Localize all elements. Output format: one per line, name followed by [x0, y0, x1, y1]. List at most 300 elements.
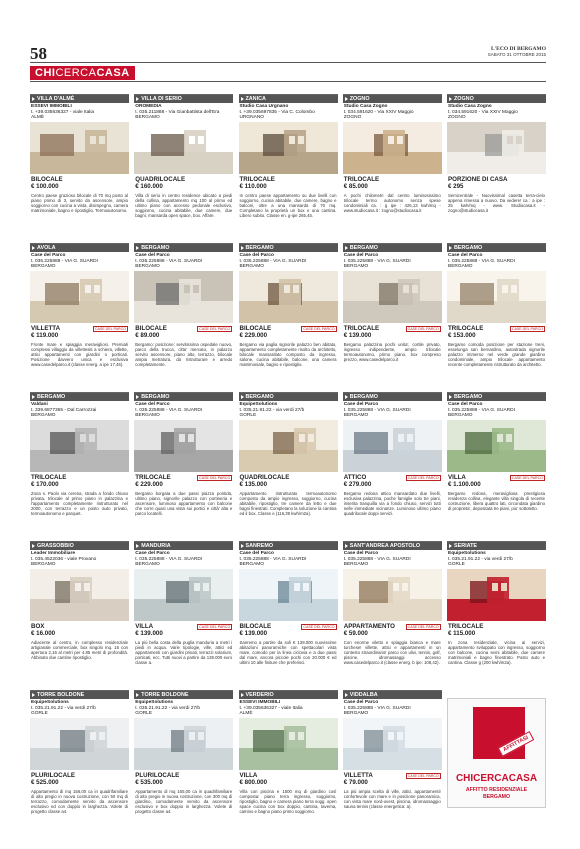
triangle-icon [136, 246, 139, 250]
property-type: TRILOCALE [239, 176, 275, 183]
property-photo[interactable] [447, 271, 546, 323]
agency-badge: CASE DEL PARCO [199, 625, 231, 629]
agency-contact: t. 034.591620 - Via XXIV Maggio [448, 109, 518, 115]
property-description: Villa con piscina e 1500 mq di giardino così composta: piano terra ingresso, soggiorno, ripostiglio, bagno e camera piano terra sogg. open space cucina con box doppio, cantina, taverna, camino e bagno piano primo soggiorno. [239, 789, 337, 815]
listing-card[interactable] [343, 243, 442, 388]
listing-card[interactable] [343, 94, 442, 239]
newspaper-name: L'ECO DI BERGAMO [490, 46, 546, 52]
property-type: QUADRILOCALE [135, 176, 186, 183]
property-type: TRILOCALE [31, 474, 67, 481]
agency-contact: t. 035.225888 - VIA G. SUARDI [135, 556, 203, 562]
agency-city: BERGAMO [239, 562, 265, 568]
agency-block [134, 550, 233, 569]
agency-city: BERGAMO [135, 264, 160, 270]
property-heading [239, 770, 338, 788]
property-description: A pochi chilometri dal centro luminosissimo trilocale termo autonomo senza spese condominiali ca. : g ipe : 426,13 kwh/mq - www.studiocasa.it : zogno@studiocasa.it [343, 193, 441, 214]
agency-badge: CASE DEL PARCO [511, 476, 543, 480]
agency-city: ZOGNO [448, 115, 466, 121]
property-photo[interactable] [239, 569, 338, 621]
zone-text: TORRE BOLDONE [37, 692, 85, 698]
agency-badge: CASE DEL PARCO [407, 327, 439, 331]
property-price: € 1.100.000 [448, 481, 481, 488]
triangle-icon [32, 544, 35, 548]
property-type: BILOCALE [239, 325, 272, 332]
property-type: PLURILOCALE [31, 772, 75, 779]
agency-name: EquipeSolutions [135, 700, 174, 705]
agency-city: BERGAMO [31, 264, 56, 270]
agency-city: BERGAMO [343, 413, 369, 419]
zone-label [343, 393, 442, 401]
zone-text: SANT'ANDREA APOSTOLO [349, 543, 421, 549]
zone-label [239, 393, 338, 401]
affittasi-sign: AFFITTASI [498, 731, 534, 757]
listing-card[interactable] [447, 541, 546, 686]
property-price: € 525.000 [31, 779, 59, 786]
property-photo[interactable] [343, 420, 442, 472]
property-photo[interactable] [239, 420, 338, 472]
zone-label [239, 95, 338, 103]
triangle-icon [241, 246, 244, 250]
property-type: VILLA [239, 772, 258, 779]
listing-card[interactable] [134, 243, 233, 388]
listing-card[interactable] [134, 690, 233, 835]
agency-block [239, 401, 338, 420]
property-type: APPARTAMENTO [343, 623, 395, 630]
property-heading [30, 770, 129, 788]
property-photo[interactable] [343, 122, 442, 174]
agency-city: BERGAMO [135, 115, 160, 121]
listing-card[interactable] [30, 541, 129, 686]
agency-contact: t. 035.225888 - VIA G. SUARDI [239, 258, 307, 264]
zone-text: BERGAMO [141, 394, 170, 400]
property-photo-art [343, 271, 442, 323]
agency-contact: t. +39.035697835 - Via C. Colombo [239, 109, 315, 115]
property-photo-art [447, 271, 546, 323]
property-heading [239, 323, 338, 341]
agency-block [30, 699, 129, 718]
property-description: Bergamo via paglia signorile palazzo ben abitato, appartamento completamente risolto da architetto, bilocale mansardato composto da ingresso, salone, cucina abitabile, balcone, una camera matrimoniale, bagno e ripostiglio. [239, 342, 337, 368]
triangle-icon [345, 395, 348, 399]
listings-grid [30, 94, 546, 835]
property-photo-art [447, 122, 546, 174]
agency-block [239, 103, 338, 122]
triangle-icon [32, 97, 35, 101]
property-type: TRILOCALE [448, 623, 484, 630]
agency-contact: t. 035.211888 - Via Gianbattista dell'Era [135, 109, 220, 115]
property-price: € 139.000 [135, 630, 163, 637]
property-description: Appartamento ristrutturato termoautonomo composto da ampio ingresso, soggiorno, cucina abitabile, ripostiglio, tre camere da letto e due bagni finestrati. Completano la soluzione la cantina ed il box. Classe e (116,39 kwh/m2a). [239, 491, 337, 517]
agency-badge: CASE DEL PARCO [199, 476, 231, 480]
zone-label [447, 244, 546, 252]
agency-city: BERGAMO [448, 413, 473, 419]
agency-city: BERGAMO [343, 711, 369, 717]
property-photo-art [239, 718, 338, 770]
property-type: PLURILOCALE [135, 772, 180, 779]
property-price: € 110.000 [239, 183, 267, 190]
listing-card[interactable] [30, 392, 129, 537]
triangle-icon [345, 97, 348, 101]
property-heading [343, 323, 442, 341]
property-heading [239, 472, 338, 490]
agency-badge: CASE DEL PARCO [199, 327, 231, 331]
property-price: € 135.000 [239, 481, 268, 488]
property-photo-art [239, 122, 338, 174]
property-price: € 229.000 [135, 481, 163, 488]
property-price: € 800.000 [239, 779, 268, 786]
agency-city: URGNANO [239, 115, 265, 121]
agency-name: Case del Parco [135, 402, 170, 407]
zone-text: VIDDALBA [349, 692, 378, 698]
zone-label [239, 542, 338, 550]
triangle-icon [345, 246, 348, 250]
agency-block [343, 103, 442, 122]
listing-card[interactable] [30, 690, 129, 835]
property-description: Sanremo a partire da soli € 139.000 nuovissime abitazioni panoramiche con spettacolari vista mare, comodo per la linea ciclovia e a due passi dal mare, ancora piccole pochi con 20.000 € ed ultimi 10 alle finiture che preferisci. [239, 640, 337, 666]
property-photo-art [343, 122, 442, 174]
agency-block [30, 401, 129, 420]
agency-block [447, 103, 546, 122]
agency-name: Studio Casa Urgnano [239, 104, 289, 109]
listing-card[interactable] [239, 690, 338, 835]
promo-subtitle-2: BERGAMO [482, 794, 511, 800]
property-type: VILLA [135, 623, 154, 630]
property-description: In zona residenziale, vicina ai servizi, appartamento sviluppato con ingresso, soggiorno con balcone, cucina semi abitabile, due camere matrimoniali e bagno finestrato. Posto auto e cantina. Classe g (200 kwh/m2a). [448, 640, 545, 666]
property-heading [343, 472, 442, 490]
zone-label [134, 244, 233, 252]
agency-name: EquipeSolutions [448, 551, 486, 556]
zone-text: VILLA D'ALMÈ [37, 96, 75, 102]
property-description: Centro paese grazioso bilocale di 70 mq posto al piano primo di 3, servito da ascensore, ampio soggiorno con cucina a vista, disimpegno, camera matrimoniale, bagno e ripostiglio. Termoautonomo. [31, 193, 128, 214]
agency-block [134, 252, 233, 271]
property-photo-art [447, 420, 546, 472]
agency-block [30, 550, 129, 569]
zone-text: GRASSOBBIO [37, 543, 74, 549]
property-heading [343, 621, 442, 639]
property-photo[interactable] [343, 271, 442, 323]
logo-part-cerca: CERCA [55, 67, 97, 79]
property-heading [239, 174, 338, 192]
agency-badge: CASE DEL PARCO [407, 625, 439, 629]
property-description: Adiacente al centro, in complesso residenziale artigianale commerciale, box singolo mq. 16 con apertura 2,16 al metri per 4.85 metri di profondità. Abbinato due cantine ripostiglio. [31, 640, 128, 661]
property-photo[interactable] [30, 569, 129, 621]
agency-block [30, 103, 129, 122]
agency-city: BERGAMO [135, 413, 160, 419]
agency-contact: t. 035.225888 - VIA G. SUARDI [31, 258, 98, 264]
property-photo[interactable] [30, 122, 129, 174]
property-photo[interactable] [239, 718, 338, 770]
property-photo[interactable] [134, 420, 233, 472]
property-photo-art [134, 718, 233, 770]
property-photo[interactable] [30, 718, 129, 770]
promo-subtitle [448, 787, 545, 801]
agency-city: BERGAMO [135, 562, 160, 568]
agency-contact: t. +39.035636327 - viale Italia [239, 705, 303, 711]
section-header [30, 62, 546, 82]
property-description: Semicentrale - Nuovissimal casetta terra-cielo appena rimessa a nuovo. Da vedere! ca : a ipe : 25 kwh/mq - www. Studiocasa.it - zogno@studiocasa.it [448, 193, 545, 214]
property-photo[interactable] [134, 718, 233, 770]
property-photo[interactable] [30, 271, 129, 323]
agency-name: Case del Parco [448, 402, 483, 407]
property-photo-art [30, 569, 129, 621]
promo-logo: CHICERCACASA [455, 773, 538, 784]
agency-name: EquipeSolutions [31, 700, 69, 705]
property-heading [447, 174, 546, 192]
zone-label [239, 244, 338, 252]
property-heading [30, 472, 129, 490]
listing-card[interactable] [239, 392, 338, 537]
property-heading [134, 621, 233, 639]
zone-text: MANDURIA [141, 543, 171, 549]
property-description: Bergamo palazzina pochi unita', cortile privato, ingresso indipendente, ampio trilocale termoautonomo, primo piano, box compreso prezzo, www.casedelparco.it [343, 342, 441, 363]
triangle-icon [136, 544, 139, 548]
property-heading [30, 174, 129, 192]
triangle-icon [136, 395, 139, 399]
property-price: € 100.000 [31, 183, 59, 190]
property-heading [134, 174, 233, 192]
property-description: Bergamo: posizione: servitissima ospedale nuovo, parco della trucca, citta' mercato, in palazzo servito ascensore, piano alto, terrazzo, bilocale ampia metratura, da ristrutturare e arredo completamente. [135, 342, 233, 368]
zone-text: AVOLA [37, 245, 56, 251]
listing-card[interactable] [343, 541, 442, 686]
property-type: VILLETTA [343, 772, 373, 779]
listing-card[interactable] [343, 690, 442, 835]
property-description: Appartamento di mq 156,00 ca in quadrifamiliare di alto pregio in nuova costruzione, con 50 mq di terrazzo, comodamente servito da ascensore esclusivo ed con doppio in larghezza. Volete di progetto classe a4. [31, 789, 128, 815]
property-photo[interactable] [239, 122, 338, 174]
zone-text: BERGAMO [245, 245, 274, 251]
property-photo[interactable] [447, 420, 546, 472]
triangle-icon [32, 246, 35, 250]
agency-city: BERGAMO [343, 264, 369, 270]
agency-name: ESSEVI IMMOBILI [31, 104, 72, 109]
triangle-icon [449, 395, 452, 399]
property-price: € 170.000 [31, 481, 59, 488]
property-description: Bergamo redona, meravigliosa prestigiosa residenza collina, elegante villa singola di recente costruzione, libera quattro lati, circondata giardino di proprieta', depositata tre piani, piu' sottotetto. [448, 491, 545, 512]
property-photo-art [134, 122, 233, 174]
agency-block [343, 550, 442, 569]
property-price: € 16.000 [31, 630, 56, 637]
triangle-icon [345, 693, 348, 697]
triangle-icon [449, 246, 452, 250]
agency-city: GORLE [239, 413, 257, 419]
agency-contact: t. 035.225888 - VIA G. SUARDI [135, 258, 203, 264]
agency-contact: t. 035.21.91.22 - via verdi 27/b [448, 556, 513, 562]
agency-name: Case del Parco [135, 551, 170, 556]
property-photo[interactable] [134, 569, 233, 621]
zone-text: VERDERIO [245, 692, 274, 698]
listing-card[interactable] [134, 541, 233, 686]
property-price: € 79.000 [343, 779, 368, 786]
agency-contact: t. 035.225888 - VIA G. SUARDI [343, 407, 411, 413]
zone-label [447, 95, 546, 103]
property-price: € 535.000 [135, 779, 163, 786]
listing-card[interactable] [239, 94, 338, 239]
agency-name: Case del Parco [239, 253, 274, 258]
listing-card[interactable] [239, 541, 338, 686]
agency-city: BERGAMO [343, 562, 369, 568]
property-heading [134, 472, 233, 490]
agency-name: Case del Parco [343, 551, 379, 556]
triangle-icon [136, 693, 139, 697]
zone-text: ZOGNO [454, 96, 474, 102]
property-description: In centro paese appartamento su due livelli con soggiorno, cucina abitabile, due camere, bagno e balconi, oltre a una mansarda di 70 mq. Completano la proprietà un box e una cantina. Libero subito. Classe en. g-ipe 265,45. [239, 193, 337, 219]
zone-label [447, 542, 546, 550]
agency-contact: t. 035.21.91.22 - via verdi 27/b [31, 705, 96, 711]
property-price: € 85.000 [343, 183, 368, 190]
property-price: € 229.000 [239, 332, 268, 339]
property-heading [343, 770, 442, 788]
triangle-icon [136, 97, 139, 101]
property-heading [134, 323, 233, 341]
agency-block [239, 550, 338, 569]
agency-name: Case del Parco [343, 253, 379, 258]
agency-block [447, 252, 546, 271]
property-price: € 119.000 [31, 332, 59, 339]
agency-name: Case del Parco [448, 253, 483, 258]
property-photo[interactable] [30, 420, 129, 472]
zone-text: SANREMO [245, 543, 274, 549]
agency-name: Case del Parco [343, 402, 379, 407]
promo-box [447, 698, 546, 808]
zone-label [30, 691, 129, 699]
agency-name: Case del Parco [239, 551, 274, 556]
property-photo-art [30, 420, 129, 472]
property-description: Appartamento di mq 165,00 ca in quadrifamiliare di alto pregio in nuova costruzione, con 300 mq di giardino, comodamente servito da ascensore esclusivo e box doppio in larghezza. Volete di progetto classe a4. [135, 789, 233, 815]
property-price: € 295 [448, 183, 464, 190]
agency-contact: t. 035.225888 - VIA G. SUARDI [343, 258, 411, 264]
property-photo[interactable] [447, 569, 546, 621]
listing-card[interactable] [447, 243, 546, 388]
zone-label [30, 542, 129, 550]
listing-card[interactable] [134, 94, 233, 239]
property-photo[interactable] [134, 271, 233, 323]
agency-city: ALMÈ [239, 711, 253, 717]
page-number: 58 [30, 44, 47, 63]
agency-contact: t. 339.6877365 - Dal Carrozzai [31, 407, 97, 413]
property-heading [239, 621, 338, 639]
zone-text: BERGAMO [141, 245, 170, 251]
agency-name: EquipeSolutions [239, 402, 278, 407]
agency-city: GORLE [448, 562, 465, 568]
promo-subtitle-1: AFFITTO RESIDENZIALE [465, 787, 528, 793]
property-photo[interactable] [447, 122, 546, 174]
agency-badge: CASE DEL PARCO [407, 774, 439, 778]
property-heading [447, 472, 546, 490]
triangle-icon [345, 544, 348, 548]
property-description: Bergamo borgata a due passi piazza pontida, ultimo piano, signorile palazzo con portineria e ascensore, luminoso appartamento con balcone che corre quasi una vista sui portici e città' alta e parco locatelli. [135, 491, 233, 517]
property-photo[interactable] [134, 122, 233, 174]
agency-block [343, 401, 442, 420]
listing-card[interactable] [134, 392, 233, 537]
property-photo-art [30, 718, 129, 770]
property-photo[interactable] [239, 271, 338, 323]
property-photo[interactable] [343, 569, 442, 621]
agency-name: Case del Parco [343, 700, 379, 705]
property-photo-art [30, 271, 129, 323]
listing-card[interactable] [343, 392, 442, 537]
listing-card[interactable] [239, 243, 338, 388]
property-price: € 139.000 [239, 630, 268, 637]
property-photo-art [134, 420, 233, 472]
triangle-icon [32, 693, 35, 697]
listing-card[interactable] [447, 392, 546, 537]
agency-city: BERGAMO [31, 413, 56, 419]
property-description: Fronte mare e spiaggia meravigliosi. Premiati complessi villaggio da villettesiti a schiera, villette, attici appartamenti con giardini o porticati. Posizione davvero unica e esclusiva www.casedelparco.it (classe energ. a ipe 17,45). [31, 342, 128, 368]
logo-part-casa: CASA [96, 67, 130, 79]
issue-date: SABATO 31 OTTOBRE 2015 [487, 52, 546, 57]
listing-card[interactable] [447, 94, 546, 239]
property-photo-art [239, 569, 338, 621]
zone-text: BERGAMO [349, 245, 378, 251]
agency-city: ZOGNO [343, 115, 362, 121]
zone-label [30, 393, 129, 401]
zone-text: BERGAMO [349, 394, 378, 400]
agency-contact: t. 035.225888 - VIA G. SUARDI [135, 407, 203, 413]
property-type: QUADRILOCALE [239, 474, 290, 481]
triangle-icon [241, 693, 244, 697]
agency-badge: CASE DEL PARCO [303, 625, 335, 629]
zone-label [134, 95, 233, 103]
zone-text: BERGAMO [454, 245, 483, 251]
property-type: BILOCALE [135, 325, 167, 332]
property-description: Zona s. Paolo via cerena, strada a fondo chiuso privata, trilocale al primo piano in palazzina e l'appartamento completamente ristrutturato nel 2000, con terrazzo e un posto auto privato, termoautonomo e parquet. [31, 491, 128, 517]
zone-label [134, 542, 233, 550]
property-heading [343, 174, 442, 192]
property-description: Bergamo comoda posizione per stazione treni, esselunga san bernardino, autostrada signorile palazzo immerso nel verde grande giardino condominiale, ampio trilocale appartamento recente completamente ristrutturato da architetto. [448, 342, 545, 368]
property-heading [134, 770, 233, 788]
zone-label [30, 95, 129, 103]
property-price: € 89.000 [135, 332, 160, 339]
agency-name: Case del Parco [31, 253, 66, 258]
listing-card[interactable] [30, 243, 129, 388]
property-heading [30, 323, 129, 341]
triangle-icon [449, 544, 452, 548]
zone-text: BERGAMO [37, 394, 66, 400]
property-description: Bergamo redona attico mansardato due livelli, esclusiva palazzina, poche famiglie solo tre piani, inserita tranquilla via a fondo chiuso, servizi tutti nelle immediate vicinanze. Luminoso ultimo piano quadrilocale doppi servizi. [343, 491, 441, 517]
property-photo[interactable] [343, 718, 442, 770]
zone-text: SERIATE [454, 543, 477, 549]
agency-block [343, 252, 442, 271]
agency-city: ALMÈ [31, 115, 45, 121]
property-heading [447, 621, 546, 639]
agency-name: ESSEVI IMMOBILI [239, 700, 281, 705]
property-type: TRILOCALE [448, 325, 484, 332]
property-price: € 139.000 [343, 332, 372, 339]
property-type: BOX [31, 623, 45, 630]
listing-card[interactable] [30, 94, 129, 239]
property-price: € 279.000 [343, 481, 372, 488]
zone-label [447, 393, 546, 401]
triangle-icon [449, 97, 452, 101]
property-description: Con enorme viletto e spiaggia bianca e mare turchese! villette, attici e appartamenti in un contesto straordinario! parco con ulivi, tennis, golf, piscine, idromassaggi accesso www.casedelparco.it (classe energ. b ipe: 108,42). [343, 640, 441, 666]
zone-text: VILLA DI SERIO [141, 96, 182, 102]
agency-block [134, 699, 233, 718]
property-description: La più ampia scelta di ville, attici, appartamenti! confortevole con mare e in posizione panoramica, con vista mare nord-ovest, piscina, idromassaggio sauna tennis (classe energetica: a). [343, 789, 441, 810]
property-type: VILLA [448, 474, 466, 481]
promo-card[interactable] [447, 690, 546, 835]
triangle-icon [32, 395, 35, 399]
triangle-icon [241, 544, 244, 548]
agency-contact: t. 035.225888 - VIA G. SUARDI [448, 258, 515, 264]
triangle-icon [241, 395, 244, 399]
agency-block [343, 699, 442, 718]
zone-label [30, 244, 129, 252]
agency-block [134, 103, 233, 122]
property-type: TRILOCALE [343, 176, 380, 183]
zone-label [343, 244, 442, 252]
agency-name: Valdani [31, 402, 48, 407]
section-logo [30, 66, 135, 80]
property-heading [447, 323, 546, 341]
agency-contact: t. 035.21.91.22 - via verdi 27/b [239, 407, 305, 413]
